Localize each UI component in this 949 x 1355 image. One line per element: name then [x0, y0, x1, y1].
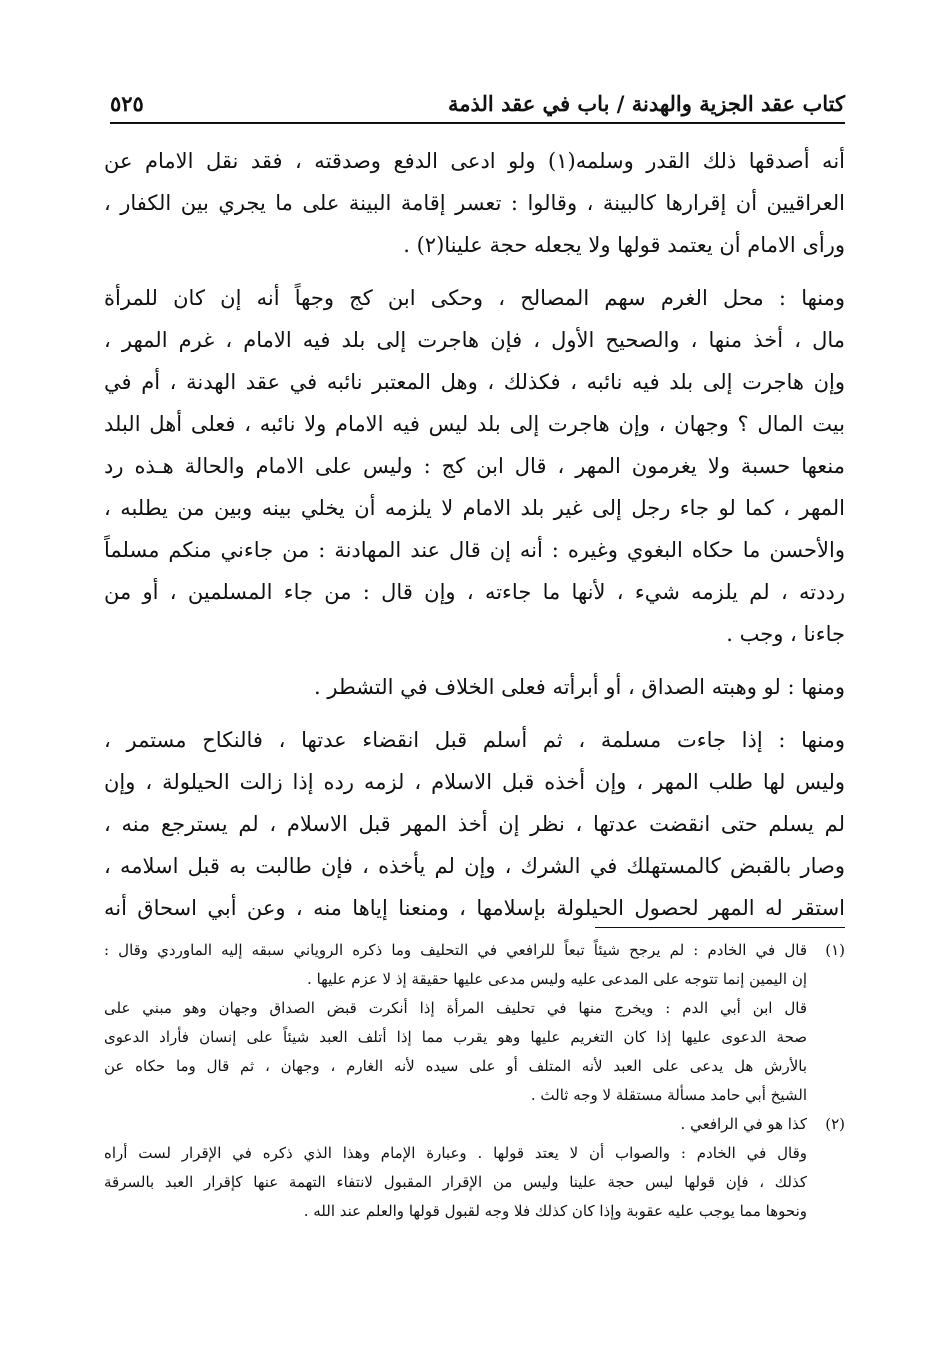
footnote-line: إن اليمين إنما تتوجه على المدعى عليه وليس مدعى عليها حقيقة إذ لا عزم عليها . — [307, 970, 807, 988]
main-text — [104, 140, 845, 929]
footnote-line: صحة الدعوى عليها إذا كان التغريم عليها وهو يقرب مما إذا أتلف العبد شيئاً على إنسان فأراد الدعوى — [104, 1028, 807, 1046]
footnote-line: بالأرش هل يدعى على العبد لأنه المتلف أو على سيده لأنه الغارم ، وجهان ، ثم قال وما حكاه عن — [104, 1057, 807, 1075]
footnote-number: (١) — [825, 941, 845, 959]
text-line: استقر له المهر لحصول الحيلولة بإسلامها ، ومنعنا إياها منه ، وعن أبي اسحاق أنه — [104, 896, 845, 920]
footnote-line: الشيخ أبي حامد مسألة مستقلة لا وجه ثالث . — [530, 1086, 807, 1104]
footnote-line: ونحوها مما يوجب عليه عقوبة وإذا كان كذلك فلا وجه لقبول قولها والعلم عند الله . — [303, 1202, 807, 1220]
header-title: كتاب عقد الجزية والهدنة / باب في عقد الذمة — [448, 90, 845, 116]
footnote-separator — [595, 927, 845, 928]
paragraph-1 — [104, 140, 845, 266]
text-line: منعها حسبة ولا يغرمون المهر ، قال ابن كج : وليس على الامام والحالة هـذه رد — [104, 454, 845, 478]
paragraph-4 — [104, 719, 845, 929]
text-line: رددته ، لم يلزمه شيء ، لأنها ما جاءته ، وإن قال : من جاء المسلمين ، أو من — [104, 580, 845, 604]
text-line: وصار بالقبض كالمستهلك في الشرك ، وإن لم يأخذه ، فإن طالبت به قبل اسلامه ، — [104, 854, 845, 878]
text-line: ومنها : إذا جاءت مسلمة ، ثم أسلم قبل انقضاء عدتها ، فالنكاح مستمر ، — [104, 728, 845, 752]
footnote-line: قال ابن أبي الدم : ويخرج منها في تحليف المرأة إذا أنكرت قبض الصداق وجهان وهو مبني على — [104, 999, 807, 1017]
text-line: المهر ، كما لو جاء رجل إلى غير بلد الامام لا يلزمه أن يخلي بينه وبين من يطلبه ، — [104, 496, 845, 520]
footnote-line: كذلك ، فإن قولها ليس حجة علينا وليس من الإقرار المقبول لانتفاء التهمة عنها كإقرار العبد بالسرقة — [104, 1173, 807, 1191]
footnote-number: (٢) — [825, 1115, 845, 1133]
text-line: ومنها : محل الغرم سهم المصالح ، وحكى ابن كج وجهاً أنه إن كان للمرأة — [104, 286, 845, 310]
footnote-line: وقال في الخادم : والصواب أن لا يعتد قولها . وعبارة الإمام وهذا الذي ذكره في الإقرار لست أراه — [104, 1144, 807, 1162]
paragraph-2 — [104, 277, 845, 655]
text-line: لم يسلم حتى انقضت عدتها ، نظر إن أخذ المهر قبل الاسلام ، لم يسترجع منه ، — [104, 812, 845, 836]
footnotes — [104, 936, 845, 1226]
text-line: جاءنا ، وجب . — [726, 622, 845, 646]
text-line: العراقيين أن إقرارها كالبينة ، وقالوا : تعسر إقامة البينة على ما يجري بين الكفار ، — [104, 191, 845, 215]
footnote-line: كذا هو في الرافعي . — [680, 1115, 807, 1133]
text-line: أنه أصدقها ذلك القدر وسلمه(١) ولو ادعى الدفع وصدقته ، فقد نقل الامام عن — [104, 149, 845, 173]
text-line: ورأى الامام أن يعتمد قولها ولا يجعله حجة علينا(٢) . — [403, 233, 845, 257]
page-number: ٥٢٥ — [110, 90, 144, 116]
paragraph-3 — [104, 666, 845, 708]
footnote-line: قال في الخادم : لم يرجح شيئاً تبعاً للرافعي في التحليف وما ذكره الروياني سبقه إليه الماوردي وقال : — [104, 941, 807, 959]
text-line: وإن هاجرت إلى بلد فيه نائبه ، فكذلك ، وهل المعتبر نائبه في عقد الهدنة ، أم في — [104, 370, 845, 394]
header-rule — [110, 122, 845, 124]
footnote-1 — [104, 936, 845, 1110]
text-line: ومنها : لو وهبته الصداق ، أو أبرأته فعلى الخلاف في التشطر . — [314, 675, 845, 699]
text-line: وليس لها طلب المهر ، وإن أخذه قبل الاسلام ، لزمه رده إذا زالت الحيلولة ، وإن — [104, 770, 845, 794]
running-header — [110, 84, 845, 122]
text-line: بيت المال ؟ وجهان ، وإن هاجرت إلى بلد ليس فيه الامام ولا نائبه ، فعلى أهل البلد — [104, 412, 845, 436]
footnote-2 — [104, 1110, 845, 1226]
text-line: والأحسن ما حكاه البغوي وغيره : أنه إن قال عند المهادنة : من جاءني منكم مسلماً — [104, 538, 845, 562]
text-line: مال ، أخذ منها ، والصحيح الأول ، فإن هاجرت إلى بلد فيه الامام ، غرم المهر ، — [104, 328, 845, 352]
